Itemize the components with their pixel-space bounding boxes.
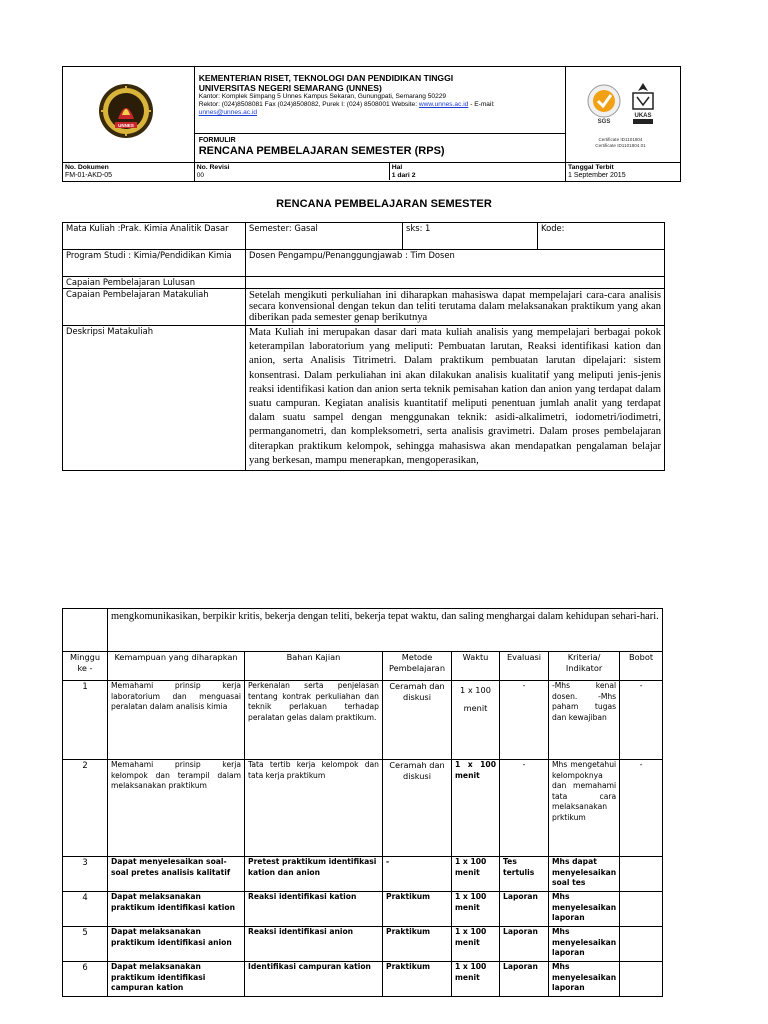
email-line [199,109,561,117]
table-row: 4 Dapat melaksanakan praktikum identifikasi kation Reaksi identifikasi kation Praktikum 1 x 100 menit Laporan Mhs menyelesaikan laporan [63,892,663,927]
semester-cell: Semester: Gasal [246,223,403,250]
col-metode: Metode Pembelajaran [383,652,452,681]
meta-tanggal-terbit: Tanggal Terbit 1 September 2015 [566,163,681,182]
meta-no-dokumen: No. Dokumen FM-01-AKD-05 [63,163,195,182]
certification-cell [566,67,681,163]
certificate-ids: Certificate ID1101804 Certificate ID1101804.01 [595,137,646,148]
cpmk-text: Setelah mengikuti perkuliahan ini diharapkan mahasiswa dapat mempelajari cara-cara analisis secara konvensional dengan tekun dan teliti terutama dalam melaksanakan praktikum yang akan diberikan pada semester genap berikutnya [246,289,665,326]
logo-cell [63,67,195,163]
meta-middle [194,163,565,182]
form-label: FORMULIR [198,137,236,144]
course-info-table [62,222,665,471]
address-line: Kantor: Komplek Simpang 5 Unnes Kampus Sekaran, Gunungpati, Semarang 50229 [198,93,447,100]
table-row: 6 Dapat melaksanakan praktikum identifikasi campuran kation Identifikasi campuran kation Praktikum 1 x 100 menit Laporan Mhs menyelesaikan laporan [63,962,663,997]
ministry-name: KEMENTERIAN RISET, TEKNOLOGI DAN PENDIDIKAN TINGGI [198,73,454,83]
col-bahan: Bahan Kajian [245,652,383,681]
website-link[interactable]: www.unnes.ac.id [418,101,469,108]
ukas-badge-text: UKAS [634,113,652,119]
col-waktu: Waktu [452,652,500,681]
table-row: 1 Memahami prinsip kerja laboratorium dan menguasai peralatan dalam analisis kimia Perkenalan serta penjelasan tentang kontrak perkuliahan dan teknik perlakuan terhadap peralatan gelas dalam praktikum. Ceramah dan diskusi 1 x 100 menit - -Mhs kenal dosen. -Mhs paham tugas dan kewajiban - [63,681,663,760]
schedule-table [62,608,663,997]
sgs-badge-icon [584,83,624,125]
deskripsi-text: Mata Kuliah ini merupakan dasar dari mata kuliah analisis yang mempelajari berbagai pokok keterampilan laboratorium yang meliputi: Pembuatan larutan, Reaksi identifikasi kation dan anion, serta Analisis Titrimetri. Dalam praktikum pembuatan larutan dipelajari: sistem konsentrasi. Dalam perkuliahan ini akan dilakukan analisis kualitatif yang meliputi jenis-jenis reaksi identifikasi kation dan anion serta teknik pemisahan kation dan anion yang terdapat dalam suatu campuran. Kegiatan analisis kuantitatif meliputi penentuan jumlah analit yang terdapat dalam suatu sampel dengan menggunakan teknik: asidi-alkalimetri, iodometri/iodimetri, permanganometri, dan kompleksometri, serta analisis gravimetri. Dalam proses pembelajaran diterapkan praktikum kelompok, sehingga mahasiswa akan mendapatkan pengalaman belajar yang berkesan, mampu menerapkan, mengoperasikan, [246,326,665,471]
table-row: 2 Memahami prinsip kerja kelompok dan terampil dalam melaksanakan praktikum Tata tertib kerja kelompok dan tata kerja praktikum Ceramah dan diskusi 1 x 100 menit - Mhs mengetahui kelompoknya dan memahami tata cara melaksanakan prktikum - [63,760,663,857]
cpmk-label: Capaian Pembelajaran Matakuliah [63,289,246,326]
document-title: RENCANA PEMBELAJARAN SEMESTER [276,198,492,210]
desc-continued-label [63,609,108,652]
deskripsi-label: Deskripsi Matakuliah [63,326,246,471]
sks-cell: sks: 1 [403,223,538,250]
contact-line: Rektor: (024)8508081 Fax (024)8508082, Purek I: (024) 8508001 Website: www.unnes.ac.id - E-mail: [198,101,495,108]
meta-hal: Hal 1 dari 2 [391,164,416,179]
table-row: 5 Dapat melaksanakan praktikum identifikasi anion Reaksi identifikasi anion Praktikum 1 x 100 menit Laporan Mhs menyelesaikan laporan [63,927,663,962]
document-meta-row [63,163,681,182]
dosen-cell: Dosen Pengampu/Penanggungjawab : Tim Dosen [246,250,665,277]
form-title: RENCANA PEMBELAJARAN SEMESTER (RPS) [198,145,445,157]
email-link[interactable]: unnes@unnes.ac.id [198,109,258,116]
ukas-badge-icon [630,81,656,125]
logo-text: UNNES [118,123,134,128]
mata-kuliah-cell: Mata Kuliah :Prak. Kimia Analitik Dasar [63,223,246,250]
table-header [63,652,663,681]
university-name: UNIVERSITAS NEGERI SEMARANG (UNNES) [198,83,382,93]
cpl-value [246,277,665,289]
unnes-logo-icon [96,81,156,141]
form-title-cell [194,134,565,163]
col-evaluasi: Evaluasi [500,652,549,681]
col-minggu: Minggu ke - [63,652,108,681]
kode-cell: Kode: [538,223,665,250]
desc-continued-text: mengkomunikasikan, berpikir kritis, bekerja dengan teliti, bekerja tepat waktu, dan saling menghargai dalam kehidupan sehari-hari. [108,609,663,652]
col-kriteria: Kriteria/ Indikator [549,652,620,681]
sgs-badge-text: SGS [597,119,611,125]
col-kemampuan: Kemampuan yang diharapkan [108,652,245,681]
program-studi-cell: Program Studi : Kimia/Pendidikan Kimia [63,250,246,277]
institution-cell [194,67,565,134]
cpl-label: Capaian Pembelajaran Lulusan [63,277,246,289]
table-row: 3 Dapat menyelesaikan soal-soal pretes analisis kalitatif Pretest praktikum identifikasi kation dan anion - 1 x 100 menit Tes tertulis Mhs dapat menyelesaikan soal tes [63,857,663,892]
col-bobot: Bobot [620,652,663,681]
meta-no-revisi: No. Revisi 00 [195,163,390,180]
document-header [62,66,681,182]
